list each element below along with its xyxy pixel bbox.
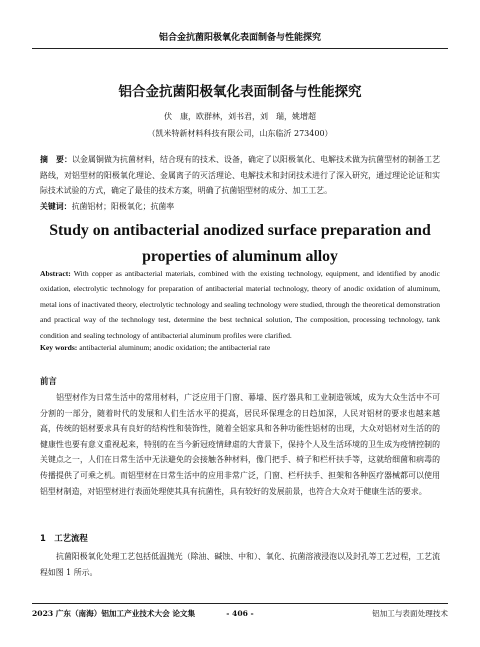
keywords-cn-text: 抗菌铝材；阳极氧化；抗菌率: [71, 202, 175, 211]
page-footer: [32, 603, 448, 618]
abstract-en-text: With copper as antibacterial materials, combined with the existing technology, equipment, and identified by anodic oxidation, electrolytic technology for preparation of antibacterial material technology, theory of anodic oxidation of aluminum, metal ions of inactivated theory, electrolytic technology and sealing technology were studied, through the theoretical demonstration and practical way of the technology test, determine the best technical solution, The composition, processing technology, tank condition and sealing technology of antibacterial aluminum profiles were clarified.: [40, 269, 441, 340]
preface-paragraph: 铝型材作为日常生活中的常用材料，广泛应用于门窗、幕墙、医疗器具和工业制造领域，成为大众生活中不可分割的一部分，随着时代的发展和人们生活水平的提高，居民环保理念的日趋加深，人民对铝材的要求也越来越高，传统的铝材要求具有良好的结构性和装饰性，随着全铝家具和各种功能性铝材的出现，大众对铝材对生活的的健康性也要有意义重视起来，特别的在当今新冠疫情肆虐的大背景下，保持个人及生活环境的卫生成为疫情控制的关键点之一，人们在日常生活中无法避免的会接触各种材料，像门把手、椅子和栏杆扶手等，这就给细菌和病毒的传播提供了可乘之机。而铝型材在日常生活中的应用非常广泛，门窗、栏杆扶手、担架和各种医疗器械都可以使用铝型材制造，对铝型材进行表面处理使其具有抗菌性，具有较好的发展前景，也符合大众对于健康生活的要求。: [40, 393, 440, 496]
abstract-en-label: Abstract:: [40, 269, 71, 278]
paper-title-cn: 铝合金抗菌阳极氧化表面制备与性能探究: [118, 84, 362, 100]
author-list: 伏 康，欧群林，刘书君，刘 瑞，姚增超: [164, 112, 316, 121]
preface-text: [40, 390, 440, 499]
footer-section: 铝加工与表面处理技术: [372, 609, 448, 618]
keywords-cn: [40, 199, 440, 215]
abstract-cn: [40, 152, 440, 199]
abstract-cn-text: 以金属铜做为抗菌材料，结合现有的技术、设备，确定了以阳极氧化、电解技术做为抗菌型材的制备工艺路线，对铝型材的阳极氧化理论、金属离子的灭活理论、电解技术和封闭技术进行了深入研究，通过理论论证和实际技术试验的方式，确定了最佳的技术方案，明确了抗菌铝型材的成分、加工工艺。: [40, 155, 440, 196]
footer-proceedings: 2023 广东（南海）铝加工产业技术大会 论文集: [32, 609, 196, 618]
paper-title-en: Study on antibacterial anodized surface preparation and properties of aluminum alloy: [49, 222, 431, 265]
section-1-text: [40, 549, 440, 580]
section-1-heading: 1 工艺流程: [40, 533, 88, 543]
abstract-cn-label: 摘 要：: [40, 155, 73, 164]
keywords-en-text: antibacterial aluminum; anodic oxidation; the antibacterial rate: [79, 343, 271, 352]
keywords-en-label: Key words:: [40, 343, 78, 352]
abstract-en: [40, 266, 440, 343]
keywords-cn-label: 关键词：: [40, 202, 72, 211]
page-number: - 406 -: [226, 609, 254, 618]
running-header: 铝合金抗菌阳极氧化表面制备与性能探究: [32, 30, 448, 49]
section-1-paragraph: 抗菌阳极氧化处理工艺包括低温抛光（除油、碱蚀、中和）、氧化、抗菌溶液浸泡以及封孔等工艺过程，工艺流程如图 1 所示。: [40, 552, 440, 577]
keywords-en: [40, 340, 440, 355]
affiliation: （凯米特新材料科技有限公司，山东临沂 273400）: [147, 129, 333, 138]
preface-heading: 前言: [40, 376, 57, 386]
